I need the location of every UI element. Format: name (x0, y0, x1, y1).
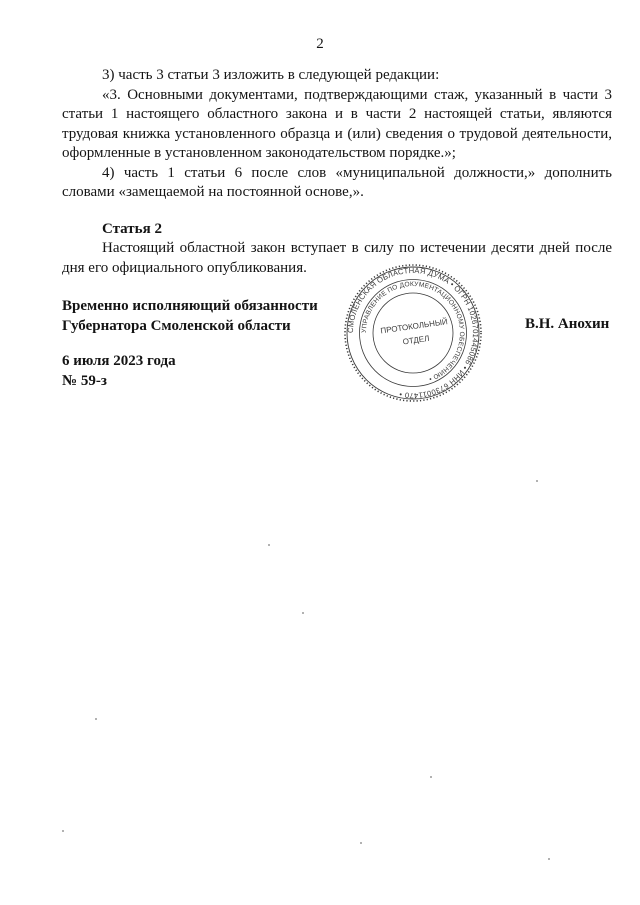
scan-speck (536, 480, 538, 482)
scan-speck (95, 718, 97, 720)
signatory-name: В.Н. Анохин (525, 316, 610, 332)
scan-speck (548, 858, 550, 860)
signatory-position-line-1: Временно исполняющий обязанности (62, 298, 318, 314)
item-3-quote: «3. Основными документами, подтверждающими стаж, указанный в части 3 статьи 1 настоящего областного закона и в части 2 настоящей статьи, являются трудовая книжка установленного образца и (или) сведения о трудовой деятельности, оформленные в установленном законодательством порядке.»; (62, 86, 612, 161)
document-number: № 59-з (62, 373, 107, 389)
item-4-text: 4) часть 1 статьи 6 после слов «муниципальной должности,» дополнить словами «замещаемой на постоянной основе,». (62, 164, 612, 200)
article-2-heading: Статья 2 (102, 220, 162, 237)
official-stamp (343, 263, 483, 403)
stamp-inner-text: УПРАВЛЕНИЕ ПО ДОКУМЕНТАЦИОННОМУ ОБЕСПЕЧЕНИЮ • (360, 280, 466, 383)
scan-speck (268, 544, 270, 546)
document-date: 6 июля 2023 года (62, 353, 176, 369)
document-body (62, 66, 612, 278)
item-3-intro: 3) часть 3 статьи 3 изложить в следующей редакции: (102, 67, 440, 83)
stamp-middle-ring (360, 280, 467, 387)
article-2-text: Настоящий областной закон вступает в силу по истечении десяти дней после дня его официального опубликования. (62, 240, 612, 276)
stamp-outer-text: СМОЛЕНСКАЯ ОБЛАСТНАЯ ДУМА • ОГРН 1026701445086 • ИНН 6730011470 • (345, 265, 481, 401)
signatory-position-line-2: Губернатора Смоленской области (62, 318, 291, 334)
signatory-position (62, 296, 318, 336)
scan-speck (360, 842, 362, 844)
stamp-center-line-1: ПРОТОКОЛЬНЫЙ (379, 317, 449, 336)
scan-speck (62, 830, 64, 832)
scan-speck (430, 776, 432, 778)
page-number: 2 (316, 36, 324, 52)
document-details (62, 351, 176, 391)
stamp-center-line-2: ОТДЕЛ (402, 333, 430, 347)
scan-speck (302, 612, 304, 614)
